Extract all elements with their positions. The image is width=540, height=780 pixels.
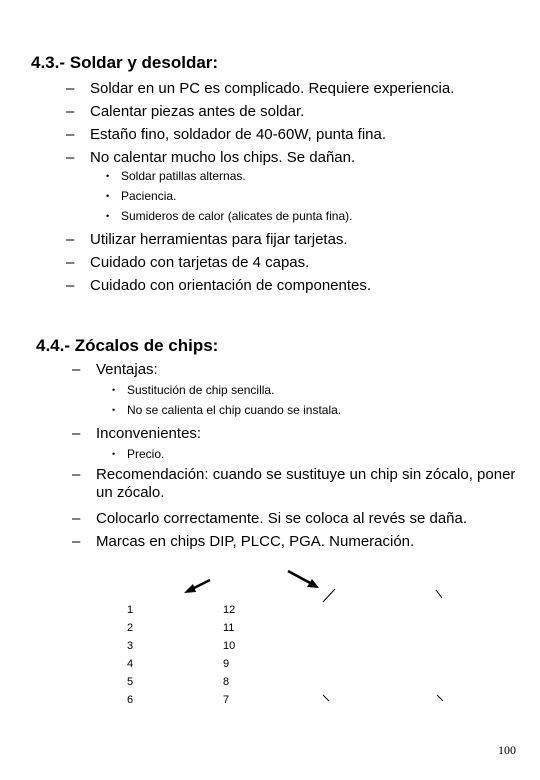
corner-mark-bottom-right [437, 695, 443, 701]
ventajas-bullets [112, 380, 342, 420]
list-item: – Colocarlo correctamente. Si se coloca al revés se daña. [72, 510, 468, 527]
list-item: – Soldar en un PC es complicado. Requiere experiencia. [66, 80, 455, 97]
section-4-3-list-b [66, 228, 372, 297]
corner-mark-bottom-left [323, 695, 329, 701]
bullet-item: • No se calienta el chip cuando se instala. [112, 403, 342, 417]
right-arrow-icon [288, 571, 319, 588]
page-number: 100 [498, 743, 516, 757]
bullet-item: • Paciencia. [106, 189, 177, 203]
inconvenientes-label: – Inconvenientes: [72, 425, 202, 442]
bullet-item: • Sustitución de chip sencilla. [112, 383, 275, 397]
list-item: – No calentar mucho los chips. Se dañan. [66, 149, 356, 166]
pin-label: 11 [223, 622, 235, 634]
pin-label: 7 [223, 694, 230, 706]
inconvenientes-bullets [112, 444, 165, 464]
section-4-4-items [72, 466, 516, 553]
list-item: – Cuidado con tarjetas de 4 capas. [66, 254, 310, 271]
corner-mark-top-left [323, 589, 335, 602]
section-4-4-title: 4.4.- Zócalos de chips: [36, 336, 219, 355]
section-4-3-bullets [106, 166, 353, 226]
section-4-3-list-a [66, 77, 455, 169]
list-item: – Recomendación: cuando se sustituye un chip sin zócalo, poner un zócalo. [72, 466, 516, 501]
pin-label: 9 [223, 658, 230, 670]
bullet-item: • Soldar patillas alternas. [106, 169, 246, 183]
pin-label: 8 [223, 676, 230, 688]
pin-label: 2 [127, 622, 134, 634]
bullet-item: • Sumideros de calor (alicates de punta fina). [106, 209, 353, 223]
pin-label: 3 [127, 640, 134, 652]
left-arrow-icon [184, 580, 210, 593]
section-4-3-title: 4.3.- Soldar y desoldar: [31, 53, 219, 72]
corner-mark-top-right [436, 590, 442, 598]
pin-label: 12 [223, 604, 236, 616]
list-item: – Cuidado con orientación de componentes. [66, 277, 372, 294]
list-item: – Utilizar herramientas para fijar tarjetas. [66, 231, 348, 248]
list-item: – Calentar piezas antes de soldar. [66, 103, 305, 120]
bullet-item: • Precio. [112, 447, 165, 461]
pin-label: 10 [223, 640, 236, 652]
pin-label: 6 [127, 694, 134, 706]
chip-diagram [0, 560, 540, 720]
pin-label: 4 [127, 658, 134, 670]
ventajas-label: – Ventajas: [72, 361, 158, 378]
list-item: – Estaño fino, soldador de 40-60W, punta fina. [66, 126, 387, 143]
ventajas-list [72, 358, 158, 381]
inconvenientes-list [72, 422, 202, 445]
list-item: – Marcas en chips DIP, PLCC, PGA. Numeración. [72, 533, 415, 550]
pin-label: 1 [127, 604, 134, 616]
pin-label: 5 [127, 676, 134, 688]
